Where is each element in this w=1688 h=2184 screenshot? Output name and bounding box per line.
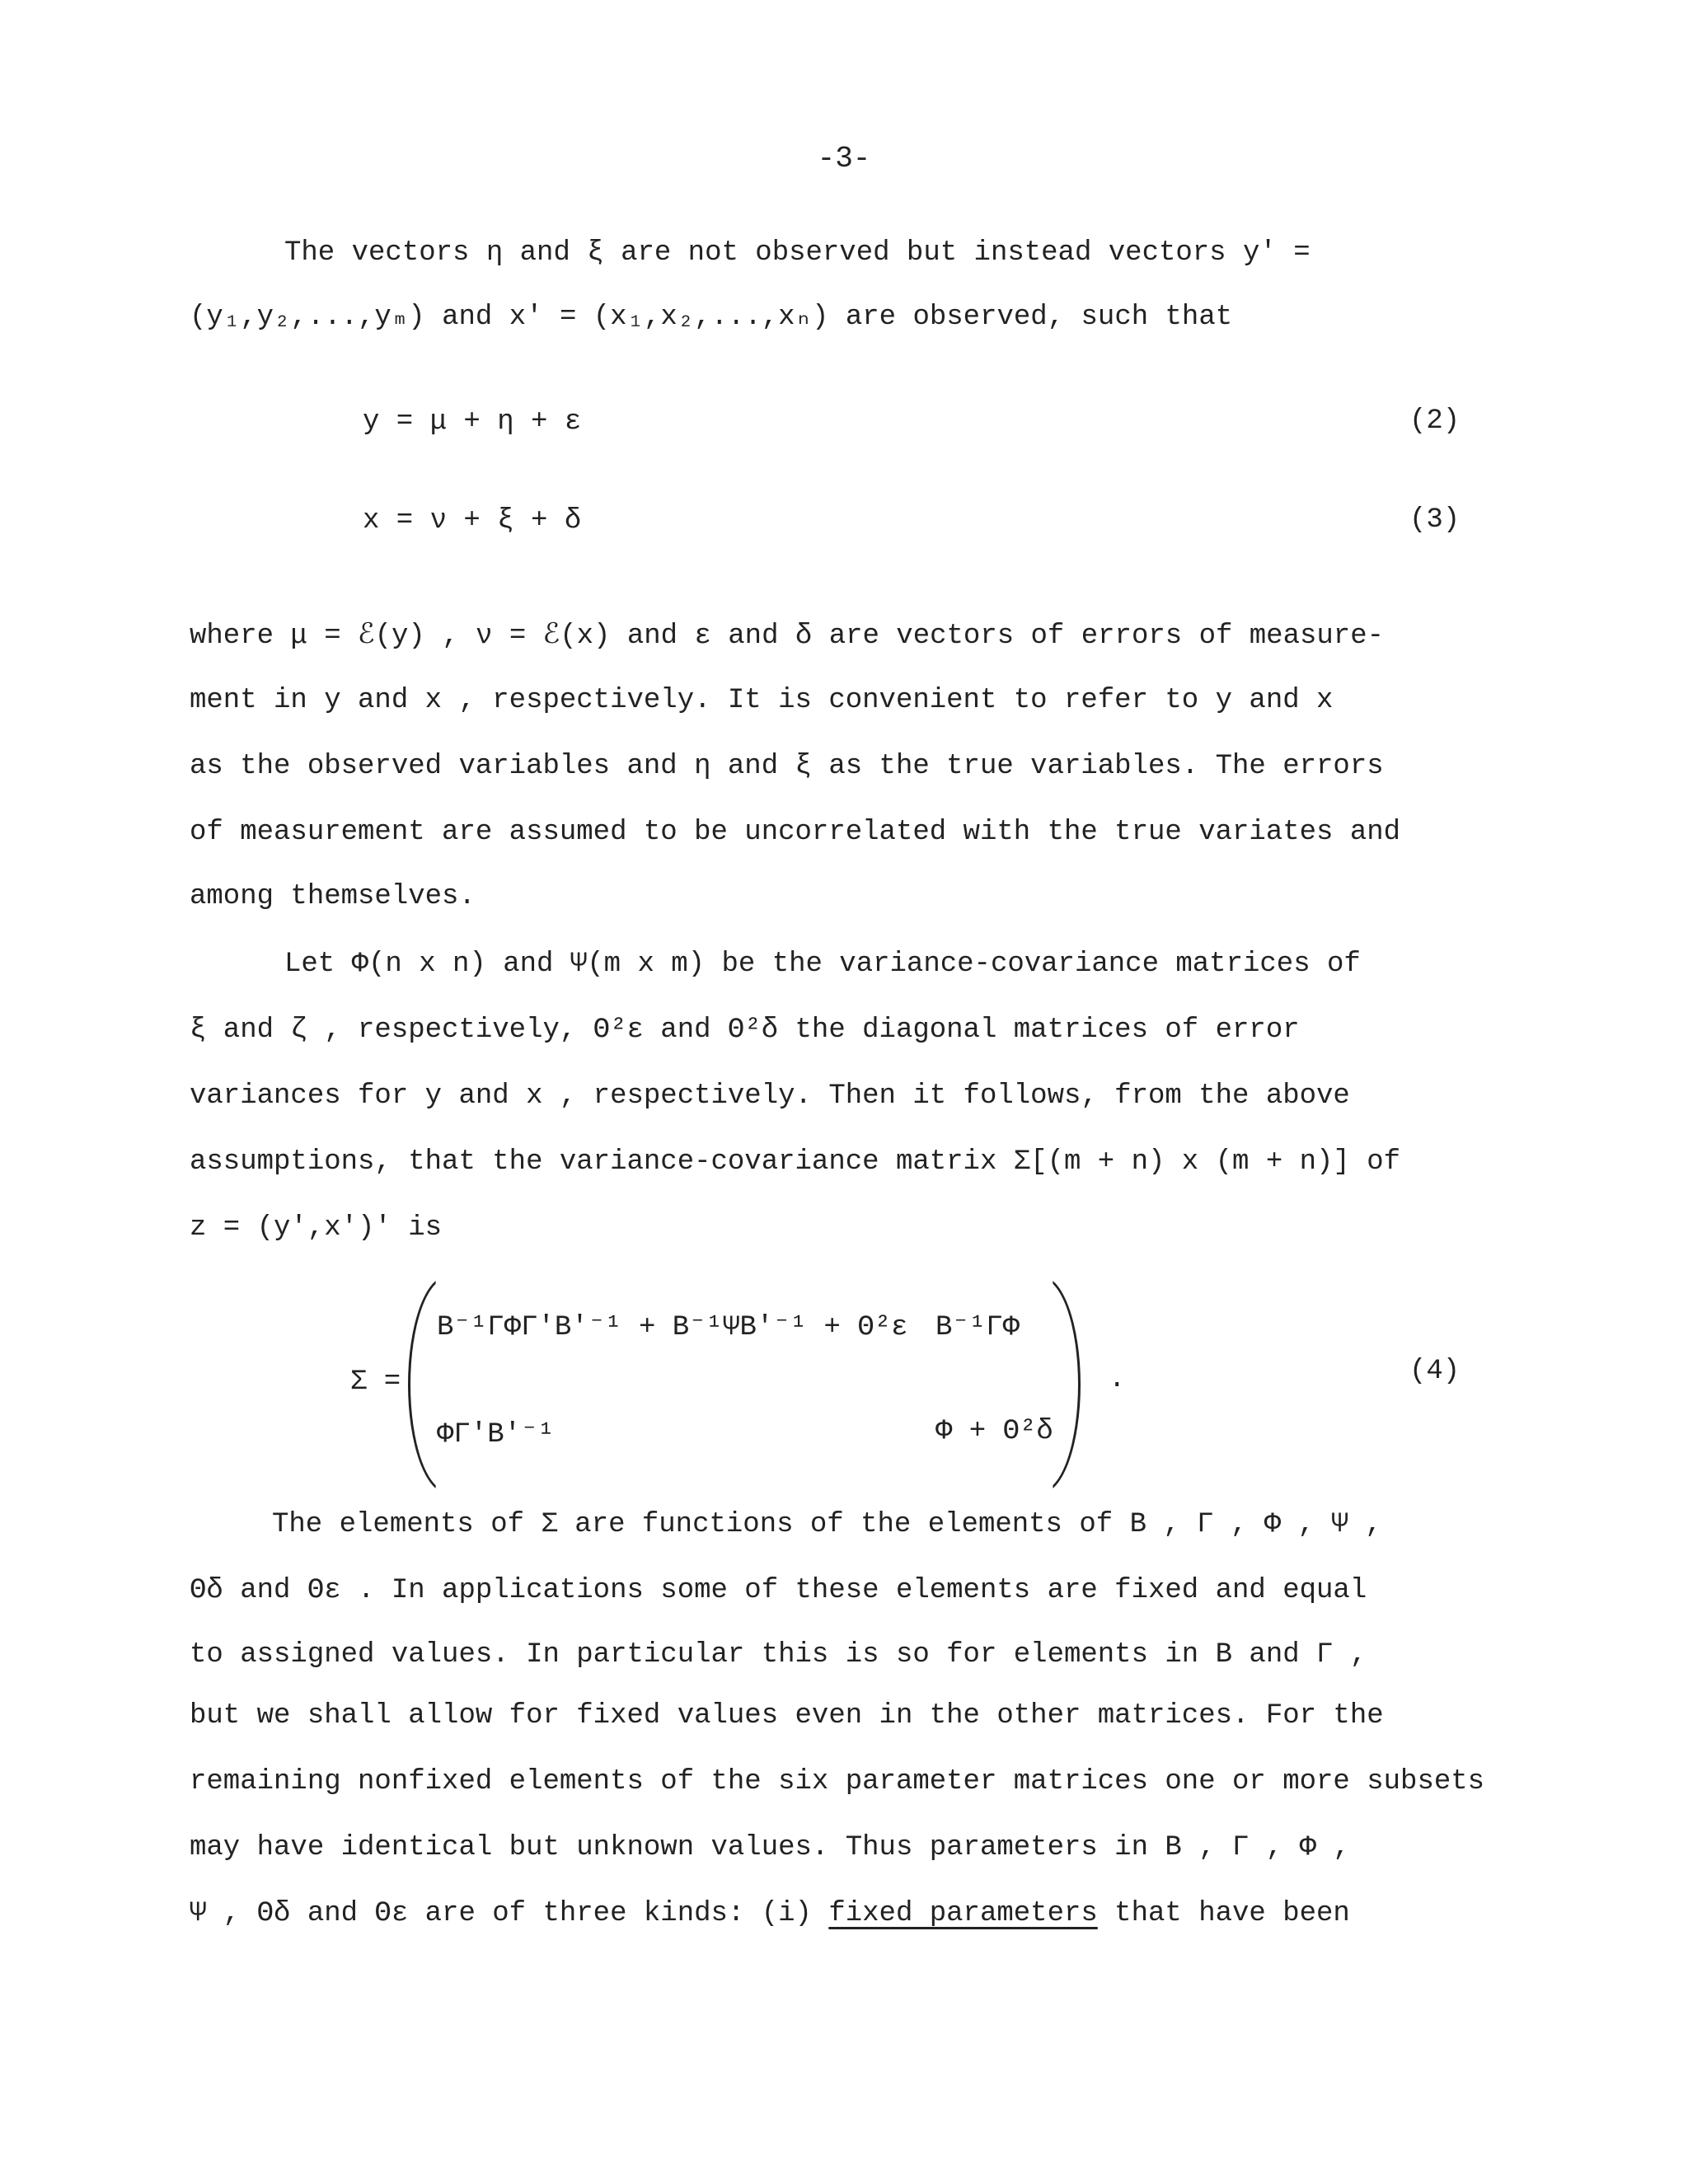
equation-3-label: (3): [1409, 504, 1461, 536]
equation-4-period: .: [1109, 1364, 1126, 1395]
equation-4-lhs: Σ =: [350, 1366, 401, 1398]
matrix-cell-r2c1: ΦΓ'B'⁻¹: [437, 1419, 555, 1451]
matrix-cell-r1c2: B⁻¹ΓΦ: [935, 1312, 1020, 1343]
para4-line-7-start: Ψ , Θδ and Θε are of three kinds: (i): [190, 1898, 829, 1929]
para3-line-1: Let Φ(n x n) and Ψ(m x m) be the variance-covariance matrices of: [284, 949, 1361, 980]
para4-line-3: to assigned values. In particular this is so for elements in B and Γ ,: [190, 1639, 1367, 1671]
equation-2: y = μ + η + ε: [363, 406, 582, 438]
para2-line-4: of measurement are assumed to be uncorrelated with the true variates and: [190, 817, 1401, 848]
para2-line-3: as the observed variables and η and ξ as the true variables. The errors: [190, 751, 1384, 782]
equation-4-label: (4): [1409, 1356, 1461, 1387]
para1-line-1: The vectors η and ξ are not observed but instead vectors y' =: [284, 237, 1311, 269]
para4-line-2: Θδ and Θε . In applications some of these elements are fixed and equal: [190, 1575, 1367, 1606]
para4-line-1: The elements of Σ are functions of the elements of B , Γ , Φ , Ψ ,: [272, 1509, 1382, 1540]
para3-line-3: variances for y and x , respectively. Then it follows, from the above: [190, 1080, 1350, 1112]
para3-line-5: z = (y',x')' is: [190, 1212, 443, 1244]
para2-line-2: ment in y and x , respectively. It is convenient to refer to y and x: [190, 685, 1334, 716]
para4-line-4: but we shall allow for fixed values even in the other matrices. For the: [190, 1700, 1384, 1732]
fixed-parameters-term: fixed parameters: [828, 1898, 1098, 1929]
para3-line-2: ξ and ζ , respectively, Θ²ε and Θ²δ the diagonal matrices of error: [190, 1015, 1300, 1046]
para4-line-7: [190, 1897, 1350, 1930]
para4-line-6: may have identical but unknown values. Thus parameters in B , Γ , Φ ,: [190, 1832, 1350, 1863]
equation-3: x = ν + ξ + δ: [363, 505, 582, 537]
matrix-cell-r1c1: B⁻¹ΓΦΓ'B'⁻¹ + B⁻¹ΨB'⁻¹ + Θ²ε: [437, 1312, 908, 1343]
para2-line-5: among themselves.: [190, 881, 476, 912]
para4-line-7-end: that have been: [1097, 1898, 1350, 1929]
para4-line-5: remaining nonfixed elements of the six parameter matrices one or more subsets: [190, 1766, 1485, 1797]
para3-line-4: assumptions, that the variance-covariance matrix Σ[(m + n) x (m + n)] of: [190, 1146, 1401, 1178]
matrix-cell-r2c2: Φ + Θ²δ: [935, 1416, 1053, 1447]
para2-line-1: where μ = ℰ(y) , ν = ℰ(x) and ε and δ are vectors of errors of measure-: [190, 621, 1385, 652]
equation-4-matrix: [350, 1276, 1076, 1490]
equation-2-label: (2): [1409, 405, 1461, 437]
para1-line-2: (y₁,y₂,...,yₘ) and x' = (x₁,x₂,...,xₙ) are observed, such that: [190, 302, 1233, 333]
page-number: -3-: [817, 142, 871, 176]
